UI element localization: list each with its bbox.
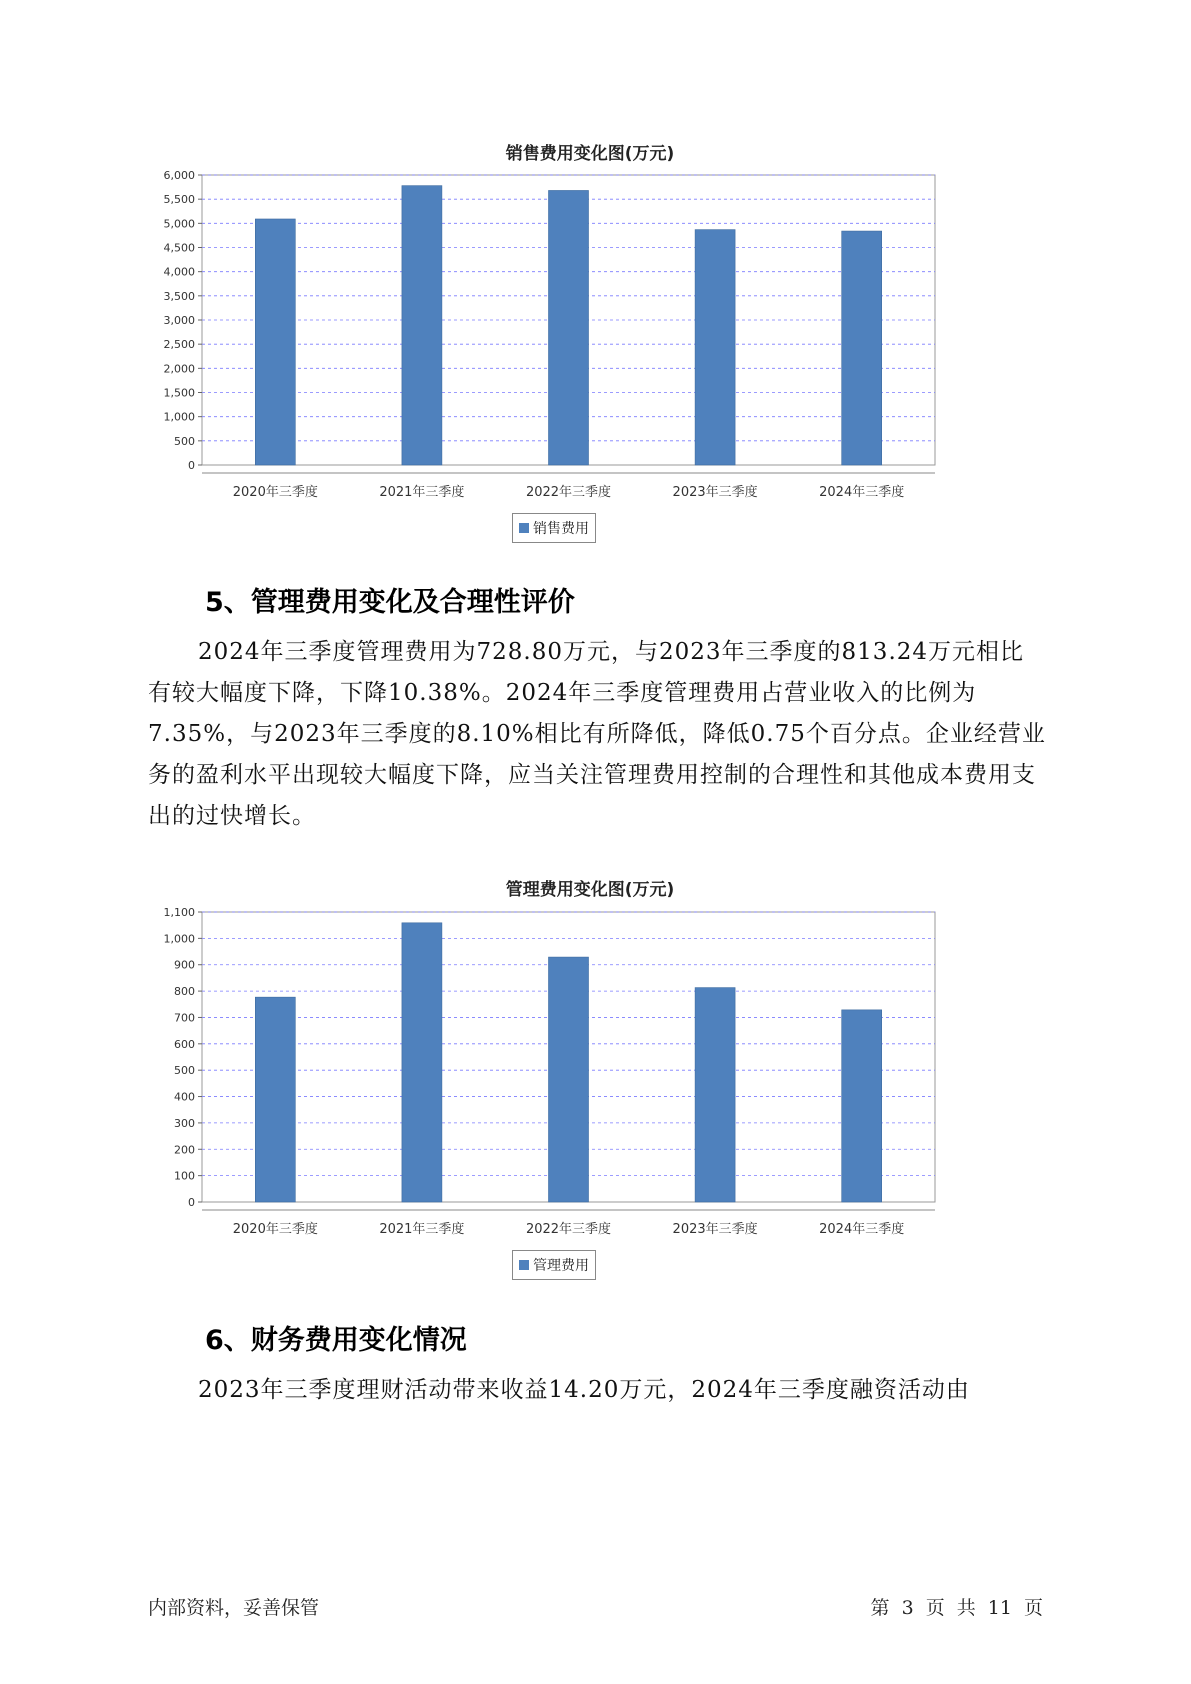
bar (842, 231, 882, 465)
y-tick-label: 600 (174, 1037, 195, 1051)
bar (255, 997, 295, 1202)
x-tick-label: 2024年三季度 (819, 485, 905, 500)
x-tick-label: 2024年三季度 (819, 1222, 905, 1237)
x-tick-label: 2022年三季度 (525, 1222, 612, 1237)
x-tick-label: 2022年三季度 (525, 485, 612, 500)
y-tick-label: 200 (174, 1143, 195, 1157)
y-tick-label: 0 (188, 459, 195, 472)
bar (695, 988, 735, 1202)
sales-expense-chart (160, 135, 1020, 550)
footer-page-number: 第 3 页 共 11 页 (870, 1597, 1043, 1619)
chart-title: 销售费用变化图(万元) (505, 144, 675, 164)
bar (549, 190, 589, 465)
x-tick-label: 2020年三季度 (232, 1222, 318, 1237)
chart-title: 管理费用变化图(万元) (505, 880, 675, 900)
footer-confidential-note: 内部资料，妥善保管 (148, 1597, 320, 1619)
y-tick-label: 4,500 (163, 241, 195, 255)
section-5-heading: 5、管理费用变化及合理性评价 (205, 587, 575, 618)
y-tick-label: 3,000 (163, 314, 195, 327)
legend-label: 销售费用 (533, 521, 589, 537)
y-tick-label: 1,100 (163, 906, 195, 919)
y-tick-label: 800 (174, 985, 195, 999)
y-tick-label: 100 (174, 1169, 195, 1183)
y-tick-label: 700 (174, 1011, 195, 1025)
y-tick-label: 300 (174, 1116, 195, 1130)
legend-swatch (519, 1260, 529, 1270)
bar (402, 923, 442, 1202)
chart-legend (512, 513, 596, 543)
paragraph-text: 2024年三季度管理费用为728.80万元，与2023年三季度的813.24万元相比有较大幅度下降，下降10.38%。2024年三季度管理费用占营业收入的比例为7.35%，与2023年三季度的8.10%相比有所降低，降低0.75个百分点。企业经营业务的盈利水平出现较大幅度下降，应当关注管理费用控制的合理性和其他成本费用支出的过快增长。 (148, 639, 1046, 829)
y-tick-label: 500 (174, 1064, 195, 1078)
section-6-heading: 6、财务费用变化情况 (205, 1325, 467, 1356)
y-tick-label: 1,000 (163, 410, 195, 424)
section-6-paragraph (148, 1370, 1048, 1411)
y-tick-label: 0 (188, 1196, 195, 1209)
y-tick-label: 6,000 (163, 169, 195, 182)
paragraph-text: 2023年三季度理财活动带来收益14.20万元，2024年三季度融资活动由 (198, 1377, 970, 1403)
y-tick-label: 1,500 (163, 386, 195, 400)
x-tick-label: 2021年三季度 (379, 1222, 465, 1237)
x-tick-label: 2023年三季度 (672, 485, 758, 500)
chart-legend (512, 1250, 596, 1280)
x-tick-label: 2021年三季度 (379, 485, 465, 500)
section-5-paragraph (148, 632, 1048, 837)
legend-label: 管理费用 (533, 1258, 589, 1274)
x-tick-label: 2023年三季度 (672, 1222, 758, 1237)
bar (695, 230, 735, 465)
admin-expense-chart (160, 870, 1020, 1290)
y-tick-label: 1,000 (163, 932, 195, 946)
chart-plot (160, 902, 1020, 1277)
y-tick-label: 400 (174, 1090, 195, 1104)
y-tick-label: 2,000 (163, 362, 195, 376)
y-tick-label: 500 (174, 434, 195, 448)
y-tick-label: 3,500 (163, 289, 195, 303)
y-tick-label: 900 (174, 958, 195, 972)
y-tick-label: 5,000 (163, 217, 195, 231)
y-tick-label: 5,500 (163, 193, 195, 207)
y-tick-label: 4,000 (163, 265, 195, 279)
chart-plot (160, 165, 1020, 540)
bar (549, 957, 589, 1202)
bar (402, 186, 442, 465)
x-tick-label: 2020年三季度 (232, 485, 318, 500)
y-tick-label: 2,500 (163, 338, 195, 352)
bar (842, 1010, 882, 1202)
bar (255, 219, 295, 465)
legend-swatch (519, 523, 529, 533)
